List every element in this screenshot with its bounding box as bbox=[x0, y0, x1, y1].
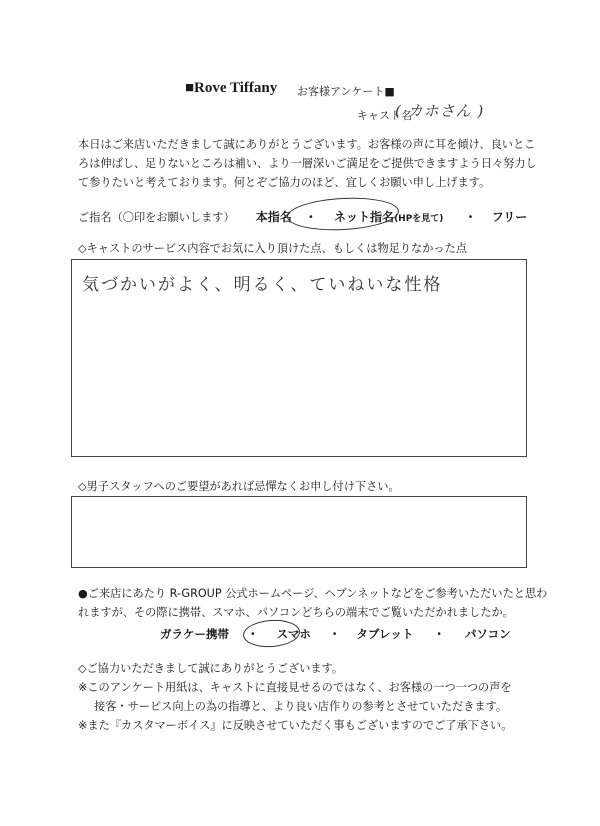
device-option-pc[interactable]: パソコン bbox=[464, 627, 511, 641]
nomination-option-free[interactable]: フリー bbox=[491, 210, 528, 224]
question2-label: ◇男子スタッフへのご要望があれば忌憚なくお申し付け下さい。 bbox=[78, 480, 400, 493]
nomination-option-net[interactable]: ネット指名 bbox=[334, 210, 395, 224]
note-line: 接客・サービス向上の為の指導と、より良い店作りの参考とさせていただきます。 bbox=[94, 700, 508, 713]
cast-name-handwritten: ( カホさん ) bbox=[395, 102, 485, 120]
handwritten-circle-mark bbox=[242, 618, 301, 649]
question1-handwritten-answer: 気づかいがよく、明るく、ていねいな性格 bbox=[82, 275, 443, 295]
intro-paragraph: 本日はご来店いただきまして誠にありがとうございます。お客様の声に耳を傾け、良いところは伸ばし、足りないところは補い、より一層深いご満足をご提供できますよう日々努力して参りたいと考えております。何とぞご協力のほど、宜しくお願い申し上げます。 bbox=[78, 138, 537, 189]
note-line: ※また『カスタマーボイス』に反映させていただく事もございますのでご了承下さい。 bbox=[78, 719, 513, 732]
nomination-separator: ・ bbox=[304, 210, 317, 224]
nomination-separator: ・ bbox=[464, 210, 477, 224]
device-separator: ・ bbox=[328, 627, 341, 641]
device-option-tablet[interactable]: タブレット bbox=[356, 627, 414, 641]
nomination-option-net-hp: (HPを見て) bbox=[394, 214, 444, 224]
survey-title: ■Rove Tiffany bbox=[185, 80, 278, 96]
thanks-text: ◇ご協力いただきまして誠にありがとうございます。 bbox=[78, 662, 344, 675]
note-line: ※このアンケート用紙は、キャストに直接見せるのではなく、お客様の一つ一つの声を bbox=[78, 681, 512, 694]
question1-label: ◇キャストのサービス内容でお気に入り頂けた点、もしくは物足りなかった点 bbox=[78, 242, 467, 255]
device-option-garake[interactable]: ガラケー携帯 bbox=[160, 627, 229, 641]
question2-answer-box[interactable] bbox=[71, 496, 527, 568]
device-option-smartphone[interactable]: スマホ bbox=[276, 627, 311, 641]
cast-name-label: キャスト名 bbox=[357, 109, 412, 122]
device-options-row bbox=[160, 626, 511, 642]
device-separator: ・ bbox=[247, 627, 259, 641]
handwritten-circle-mark bbox=[286, 195, 400, 233]
notes-block bbox=[78, 678, 548, 735]
visit-question: ●ご来店にあたり R-GROUP 公式ホームページ、ヘブンネットなどをご参考いただいたと思われますが、その際に携帯、スマホ、パソコンどちらの端末でご覧いただかれましたか。 bbox=[78, 587, 548, 619]
device-separator: ・ bbox=[433, 627, 445, 641]
nomination-prompt: ご指名（〇印をお願いします） bbox=[78, 211, 235, 224]
survey-subtitle: お客様アンケート■ bbox=[297, 85, 395, 98]
nomination-option-main[interactable]: 本指名 bbox=[255, 210, 292, 224]
